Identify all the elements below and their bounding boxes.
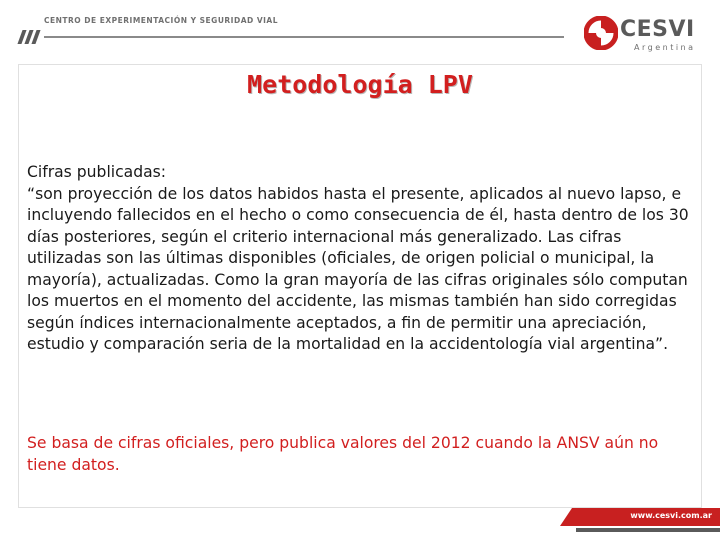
slide-title: Metodología LPV bbox=[247, 70, 473, 99]
footer-url[interactable]: www.cesvi.com.ar bbox=[630, 511, 712, 520]
cesvi-logo bbox=[584, 14, 704, 54]
intro-text: Cifras publicadas: bbox=[27, 163, 167, 181]
logo-subtitle: Argentina bbox=[634, 43, 696, 52]
header-divider bbox=[44, 36, 564, 38]
footer-bar bbox=[560, 508, 720, 532]
org-title: CENTRO DE EXPERIMENTACIÓN Y SEGURIDAD VIAL bbox=[44, 16, 279, 25]
quote-text: “son proyección de los datos habidos hasta el presente, aplicados al nuevo lapso, e incluyendo fallecidos en el hecho o como consecuencia de él, hasta dentro de los 30 días posteriores, según el criterio internacional más generalizado. Las cifras utilizadas son las últimas disponibles (oficiales, de origen policial o municipal, la mayoría), actualizadas. Como la gran mayoría de las cifras originales sólo computan los muertos en el momento del accidente, las mismas también han sido corregidas según índices internacionalmente aceptados, a fin de permitir una apreciación, estudio y comparación seria de la mortalidad en la accidentología vial argentina”. bbox=[27, 184, 689, 353]
cesvi-logo-icon bbox=[584, 16, 618, 50]
note-text: Se basa de cifras oficiales, pero publica valores del 2012 cuando la ANSV aún no tiene datos. bbox=[27, 434, 659, 474]
body-text bbox=[27, 162, 693, 356]
header-stripes-decoration bbox=[18, 30, 40, 44]
logo-name: CESVI bbox=[620, 17, 695, 42]
